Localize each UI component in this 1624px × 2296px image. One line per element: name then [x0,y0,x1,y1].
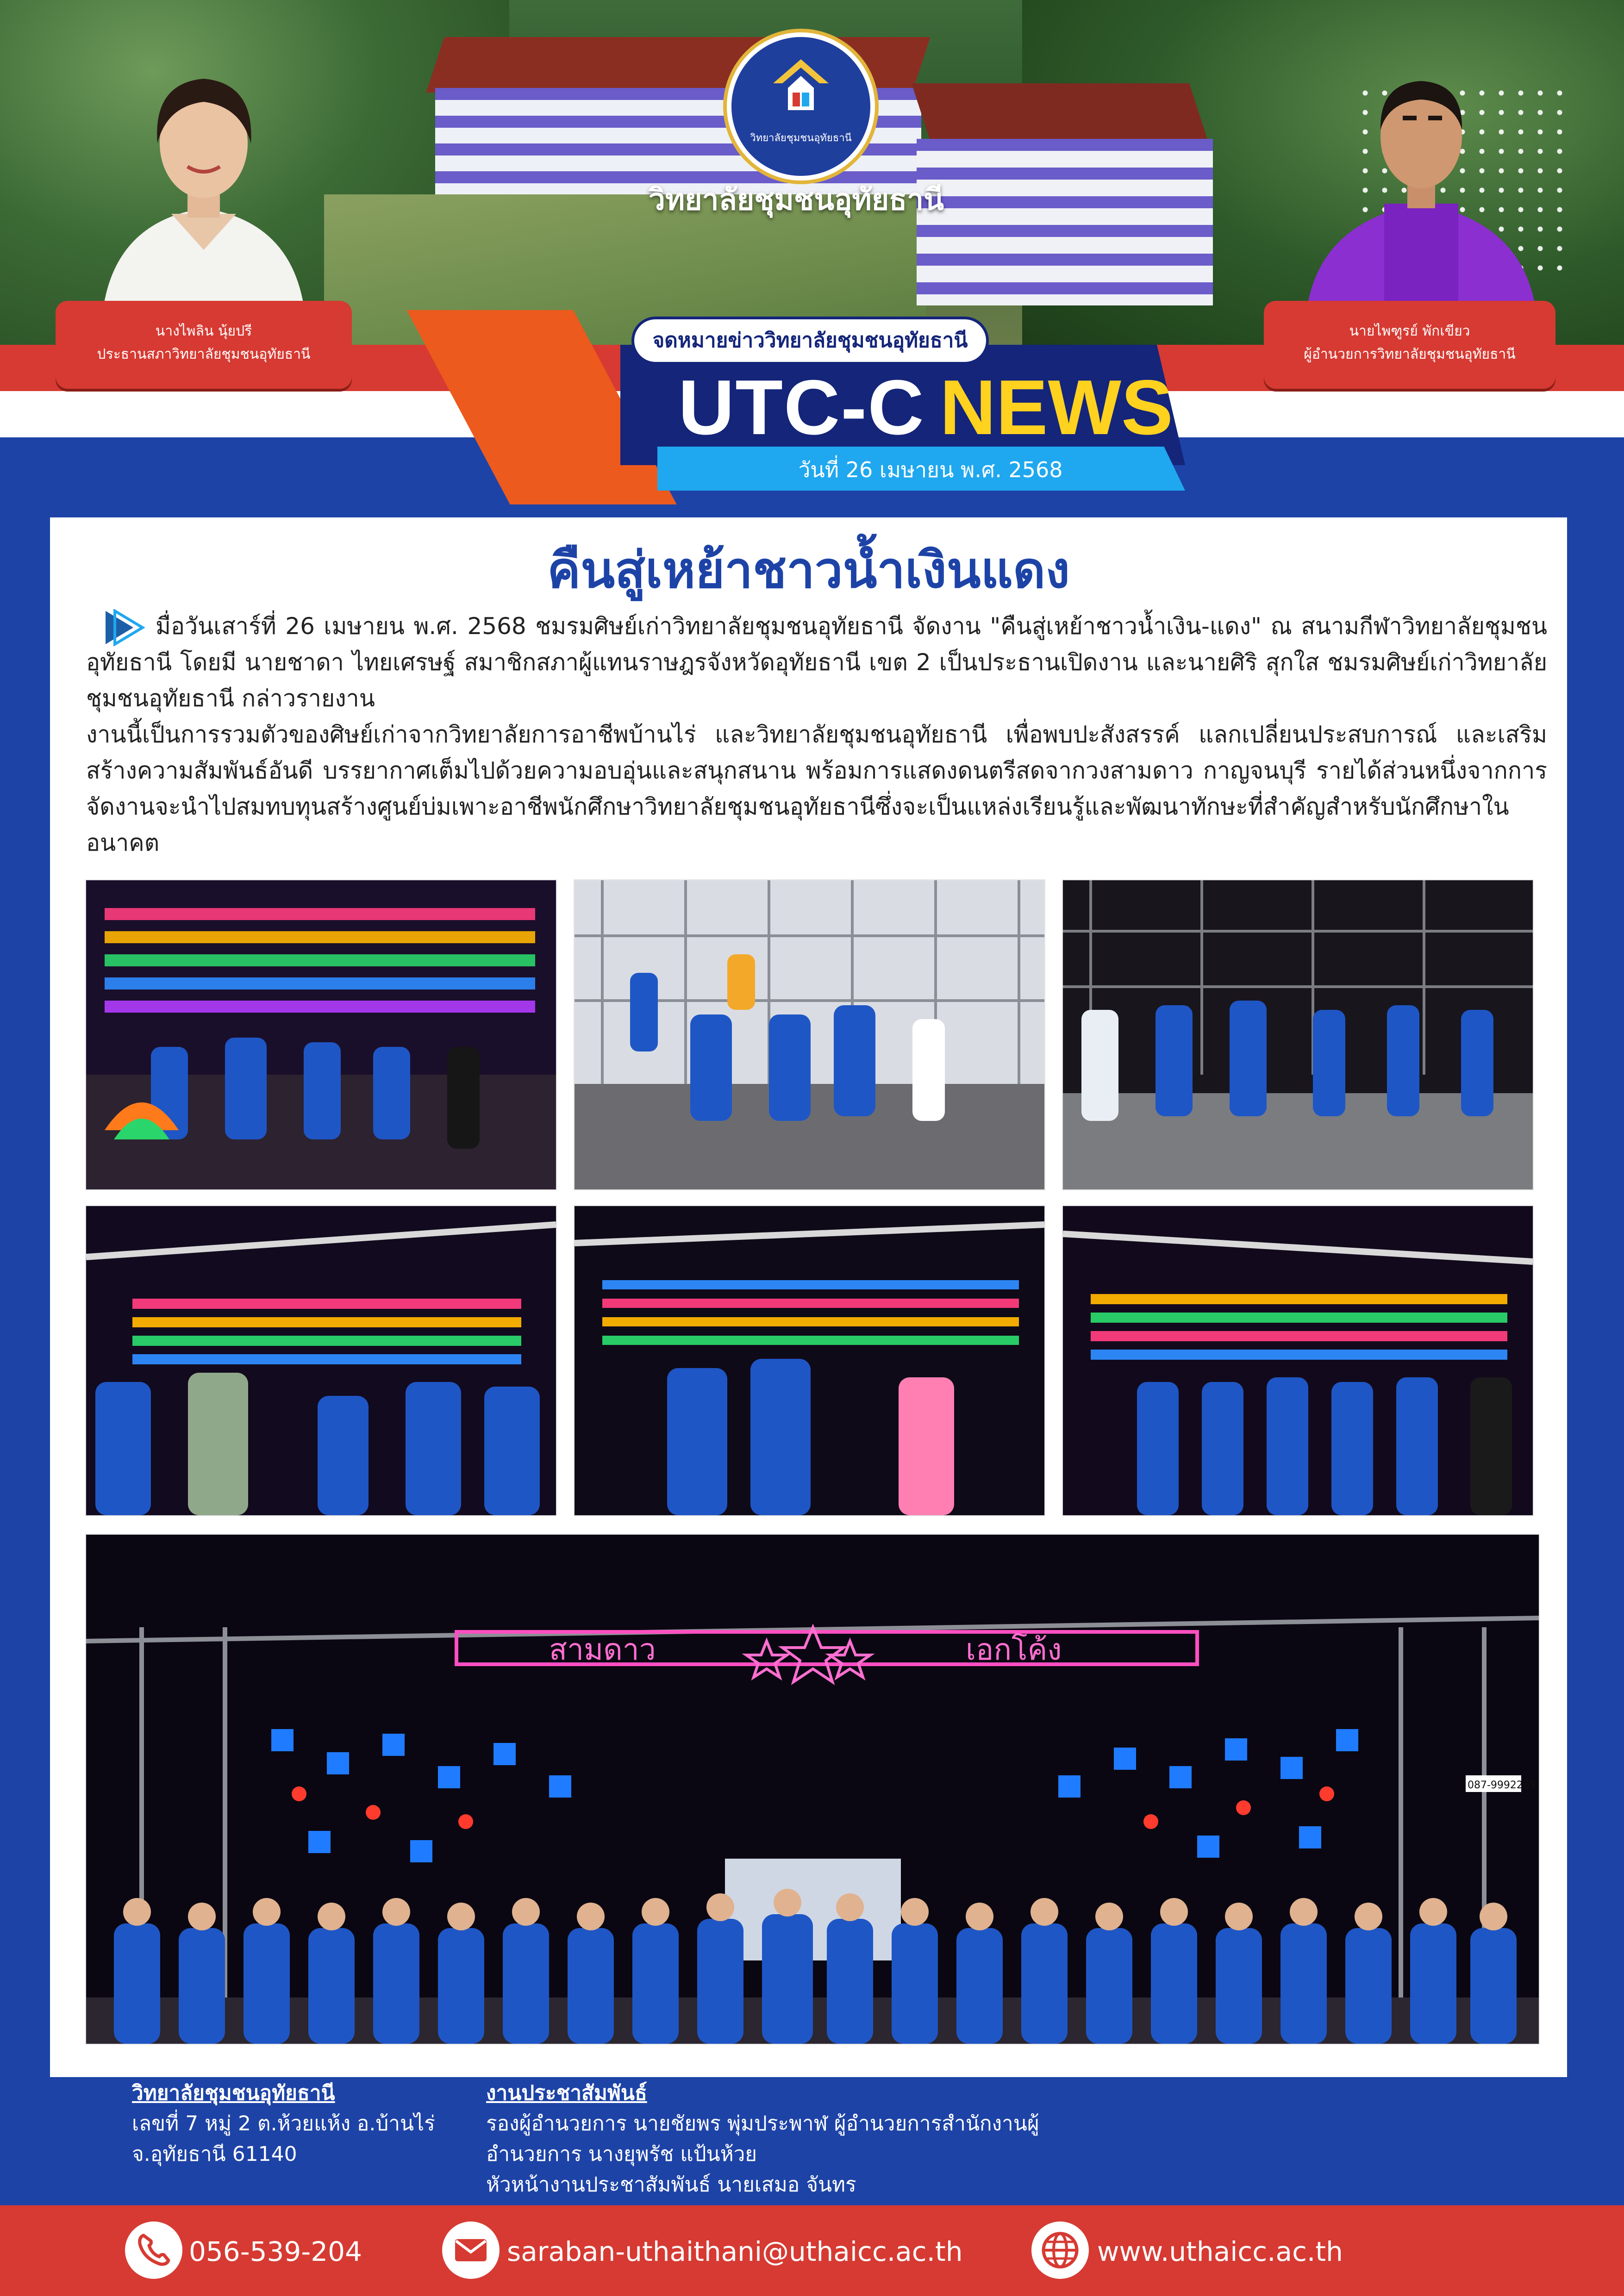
name-label-right [1264,301,1555,389]
footer-college-heading: วิทยาลัยชุมชนอุทัยธานี [132,2081,335,2105]
college-logo [727,32,875,180]
person-right-position: ผู้อำนวยการวิทยาลัยชุมชนอุทัยธานี [1304,346,1516,362]
stage-sign-left: สามดาว [549,1633,656,1667]
footer-address-line-1: เลขที่ 7 หมู่ 2 ต.ห้วยแห้ง อ.บ้านไร่ [132,2112,435,2135]
contact-phone[interactable]: 056-539-204 [189,2236,362,2267]
logo-caption: วิทยาลัยชุมชนอุทัยธานี [750,132,852,144]
footer-pr-line-3: หัวหน้างานประชาสัมพันธ์ นายเสมอ จันทร [486,2173,856,2196]
newsletter-label: จดหมายข่าววิทยาลัยชุมชนอุทัยธานี [634,319,986,362]
college-name-title: วิทยาลัยชุมชนอุทัยธานี [649,183,944,217]
article-card [50,517,1567,2077]
photo-person-right [1292,42,1551,319]
footer-address [132,2078,502,2170]
photo-dance-5 [574,1205,1045,1516]
photo-dance-4 [85,1205,557,1516]
photo-dance-6 [1062,1205,1534,1516]
contact-email[interactable]: saraban-uthaithani@uthaicc.ac.th [507,2236,963,2267]
photo-stage-group [85,1534,1540,2045]
phone-icon [125,2221,182,2279]
photo-dance-2 [574,879,1045,1190]
issue-date: วันที่ 26 เมษายน พ.ศ. 2568 [798,457,1063,482]
footer-address-line-2: จ.อุทัยธานี 61140 [132,2142,297,2166]
photo-dance-1 [85,879,557,1190]
contact-website[interactable]: www.uthaicc.ac.th [1097,2236,1343,2267]
footer-pr [486,2078,1134,2200]
masthead-title-utc: UTC-C [678,364,925,451]
header-banner [0,0,1624,352]
masthead-title-news: NEWS [940,364,1173,451]
person-right-name: นายไพฑูรย์ พักเขียว [1349,323,1470,339]
stage-screen-number: 087-9992269 [1468,1780,1536,1791]
article-body [86,608,1547,861]
logo-emblem-icon [764,56,838,116]
building-roof-east [912,83,1209,143]
photo-dance-3 [1062,879,1534,1190]
footer-pr-heading: งานประชาสัมพันธ์ [486,2081,647,2105]
article-title: คืนสู่เหย้าชาวน้ำเงินแดง [547,541,1070,599]
photo-person-left [83,42,324,319]
footer-pr-line-1: รองผู้อำนวยการ นายชัยพร พุ่มประพาฬ ผู้อำนวยการสำนักงานผู้ [486,2112,1039,2135]
stage-sign-right: เอกโค้ง [966,1633,1062,1667]
name-label-left [56,301,352,389]
article-paragraph-1: มื่อวันเสาร์ที่ 26 เมษายน พ.ศ. 2568 ชมรมศิษย์เก่าวิทยาลัยชุมชนอุทัยธานี จัดงาน "คืนสู่เหย้าชาวน้ำเงิน-แดง" ณ สนามกีฬาวิทยาลัยชุมชนอุทัยธานี โดยมี นายชาดา ไทยเศรษฐ์ สมาชิกสภาผู้แทนราษฎรจังหวัดอุทัยธานี เขต 2 เป็นประธานเปิดงาน และนายศิริ สุกใส ชมรมศิษย์เก่าวิทยาลัยชุมชนอุทัยธานี กล่าวรายงาน [86,613,1547,712]
footer-pr-line-2: อำนวยการ นางยุพรัช แป้นห้วย [486,2142,757,2166]
person-left-position: ประธานสภาวิทยาลัยชุมชนอุทัยธานี [97,346,311,362]
article-paragraph-2: งานนี้เป็นการรวมตัวของศิษย์เก่าจากวิทยาลัยการอาชีพบ้านไร่ และวิทยาลัยชุมชนอุทัยธานี เพื่อพบปะสังสรรค์ แลกเปลี่ยนประสบการณ์ และเสริมสร้างความสัมพันธ์อันดี บรรยากาศเต็มไปด้วยความอบอุ่นและสนุกสนาน พร้อมการแสดงดนตรีสดจากวงสามดาว กาญจนบุรี รายได้ส่วนหนึ่งจากการจัดงานจะนำไปสมทบทุนสร้างศูนย์บ่มเพาะอาชีพนักศึกษาวิทยาลัยชุมชนอุทัยธานีซึ่งจะเป็นแหล่งเรียนรู้และพัฒนาทักษะที่สำคัญสำหรับนักศึกษาในอนาคต [86,721,1547,856]
person-left-name: นางไพลิน นุ้ยปรี [155,323,252,339]
globe-icon [1031,2221,1089,2279]
mail-icon [442,2221,500,2279]
